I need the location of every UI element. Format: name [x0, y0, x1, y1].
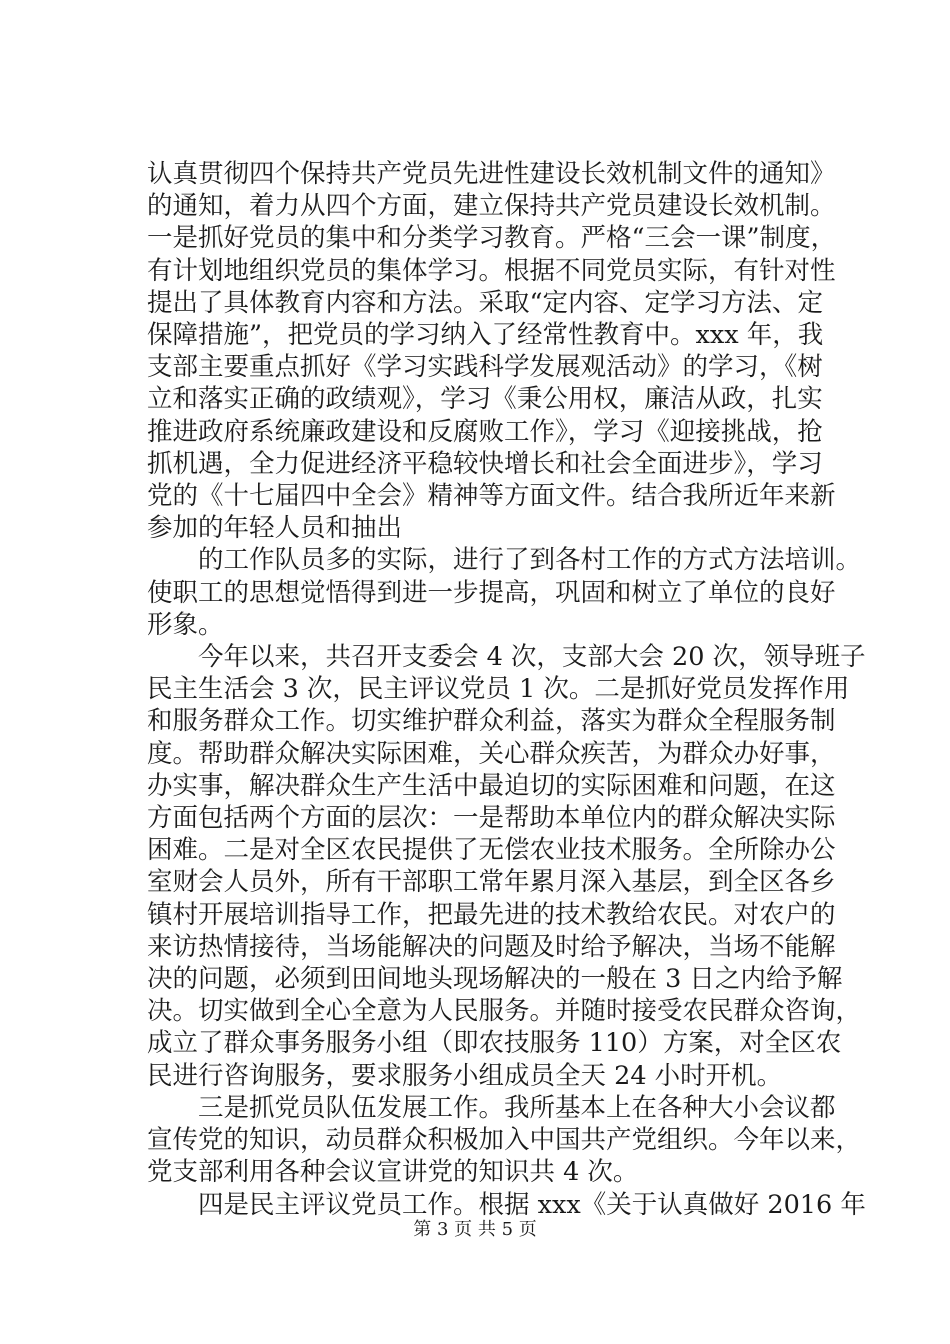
text-line: 有计划地组织党员的集体学习。根据不同党员实际，有针对性	[147, 255, 836, 286]
text-line: 和服务群众工作。切实维护群众利益，落实为群众全程服务制	[147, 706, 836, 737]
text-line: 参加的年轻人员和抽出	[147, 513, 403, 544]
text-line: 镇村开展培训指导工作，把最先进的技术教给农民。对农户的	[147, 899, 836, 930]
text-line: 一是抓好党员的集中和分类学习教育。严格“三会一课”制度，	[147, 223, 837, 254]
text-line: 认真贯彻四个保持共产党员先进性建设长效机制文件的通知》	[147, 159, 836, 189]
text-line: 今年以来，共召开支委会 4 次，支部大会 20 次，领导班子	[198, 642, 866, 673]
text-line: 成立了群众事务服务小组（即农技服务 110）方案，对全区农	[147, 1028, 842, 1059]
text-line: 保障措施”，把党员的学习纳入了经常性教育中。xxx 年，我	[147, 320, 824, 351]
text-line: 方面包括两个方面的层次：一是帮助本单位内的群众解决实际	[147, 803, 836, 834]
text-line: 决的问题，必须到田间地头现场解决的一般在 3 日之内给予解	[147, 964, 843, 995]
text-line: 来访热情接待，当场能解决的问题及时给予解决，当场不能解	[147, 931, 836, 962]
page-footer: 第 3 页 共 5 页	[413, 1219, 537, 1240]
text-line: 室财会人员外，所有干部职工常年累月深入基层，到全区各乡	[147, 867, 836, 898]
text-line: 办实事，解决群众生产生活中最迫切的实际困难和问题，在这	[147, 770, 836, 801]
text-line: 民进行咨询服务，要求服务小组成员全天 24 小时开机。	[147, 1060, 783, 1091]
text-line: 度。帮助群众解决实际困难，关心群众疾苦，为群众办好事，	[147, 738, 836, 769]
text-line: 使职工的思想觉悟得到进一步提高，巩固和树立了单位的良好	[147, 577, 836, 608]
text-line: 立和落实正确的政绩观》，学习《秉公用权，廉洁从政，扎实	[147, 384, 823, 415]
text-line: 四是民主评议党员工作。根据 xxx《关于认真做好 2016 年	[198, 1189, 866, 1220]
text-line: 党的《十七届四中全会》精神等方面文件。结合我所近年来新	[147, 481, 836, 512]
text-line: 的通知，着力从四个方面，建立保持共产党员建设长效机制。	[147, 191, 836, 222]
text-line: 推进政府系统廉政建设和反腐败工作》，学习《迎接挑战，抢	[147, 416, 823, 447]
text-line: 抓机遇，全力促进经济平稳较快增长和社会全面进步》，学习	[147, 448, 823, 479]
text-line: 形象。	[147, 609, 224, 640]
text-line: 困难。二是对全区农民提供了无偿农业技术服务。全所除办公	[147, 835, 836, 866]
text-line: 的工作队员多的实际，进行了到各村工作的方式方法培训。	[198, 545, 862, 576]
text-line: 提出了具体教育内容和方法。采取“定内容、定学习方法、定	[147, 287, 824, 318]
text-line: 支部主要重点抓好《学习实践科学发展观活动》的学习，《树	[147, 352, 823, 383]
text-line: 宣传党的知识，动员群众积极加入中国共产党组织。今年以来，	[147, 1125, 862, 1156]
text-line: 党支部利用各种会议宣讲党的知识共 4 次。	[147, 1157, 639, 1188]
text-line: 决。切实做到全心全意为人民服务。并随时接受农民群众咨询，	[147, 996, 862, 1027]
text-line: 民主生活会 3 次，民主评议党员 1 次。二是抓好党员发挥作用	[147, 674, 850, 705]
document-body	[147, 158, 866, 1221]
text-line: 三是抓党员队伍发展工作。我所基本上在各种大小会议都	[198, 1092, 836, 1123]
